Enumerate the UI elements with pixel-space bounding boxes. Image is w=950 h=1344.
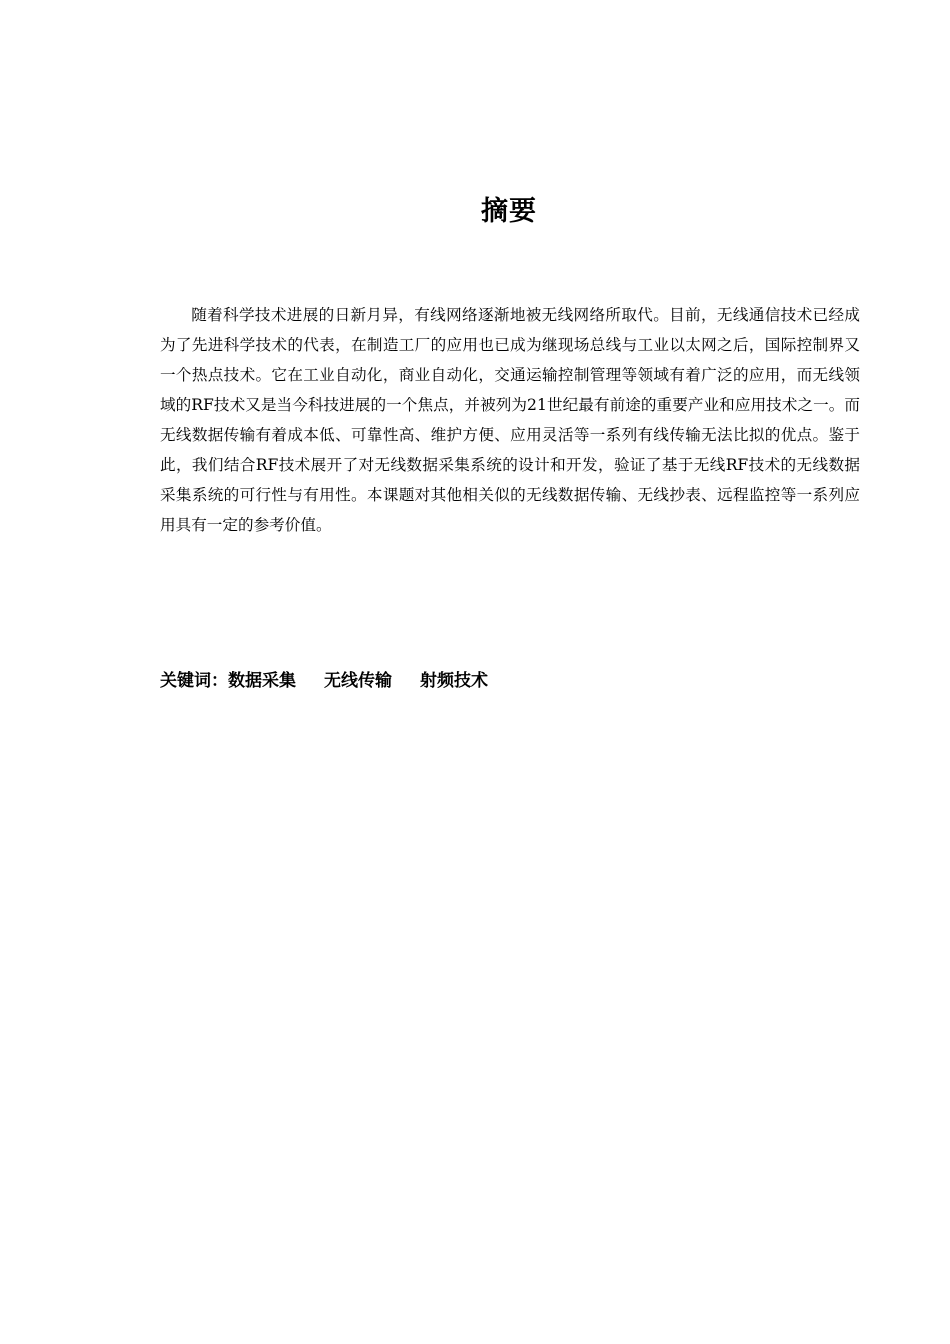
page-title: 摘要 <box>481 196 537 227</box>
keywords-line <box>160 666 488 696</box>
keyword-data-acquisition: 数据采集 <box>228 671 296 691</box>
keyword-rf-technology: 射频技术 <box>420 671 488 691</box>
abstract-paragraph: 随着科学技术进展的日新月异，有线网络逐渐地被无线网络所取代。目前，无线通信技术已经成为了先进科学技术的代表，在制造工厂的应用也已成为继现场总线与工业以太网之后，国际控制界又一个热点技术。它在工业自动化，商业自动化，交通运输控制管理等领域有着广泛的应用，而无线领域的RF技术又是当今科技进展的一个焦点，并被列为21世纪最有前途的重要产业和应用技术之一。而无线数据传输有着成本低、可靠性高、维护方便、应用灵活等一系列有线传输无法比拟的优点。鉴于此，我们结合RF技术展开了对无线数据采集系统的设计和开发，验证了基于无线RF技术的无线数据采集系统的可行性与有用性。本课题对其他相关似的无线数据传输、无线抄表、远程监控等一系列应用具有一定的参考价值。 <box>160 306 860 534</box>
keyword-wireless-transmission: 无线传输 <box>324 671 392 691</box>
keywords-label: 关键词： <box>160 671 228 691</box>
